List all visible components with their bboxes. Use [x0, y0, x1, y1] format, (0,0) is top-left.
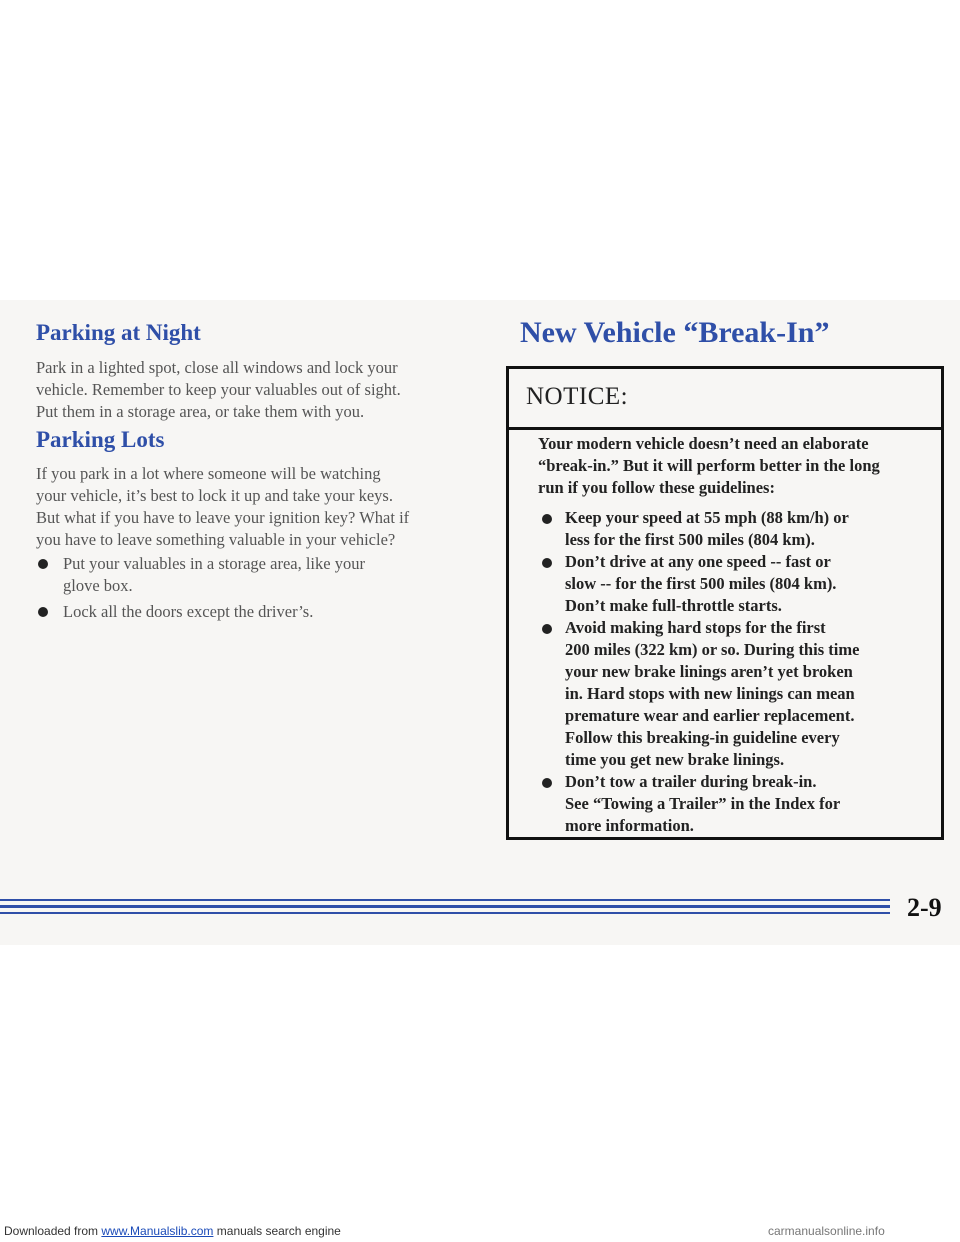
bullet-dot-icon — [542, 558, 552, 568]
paragraph-parking-at-night — [36, 357, 481, 423]
list-item — [63, 553, 365, 597]
list-item — [565, 551, 836, 617]
text-line: Your modern vehicle doesn’t need an elaborate — [538, 434, 869, 453]
download-banner — [0, 1222, 960, 1242]
text-line: Keep your speed at 55 mph (88 km/h) or — [565, 508, 849, 527]
notice-intro — [538, 433, 880, 499]
list-item — [565, 771, 840, 837]
text-line: See “Towing a Trailer” in the Index for — [565, 794, 841, 813]
banner-prefix: Downloaded from — [4, 1224, 102, 1238]
footer-rule — [0, 912, 890, 914]
text-line: Park in a lighted spot, close all windows and lock your — [36, 358, 398, 377]
paragraph-parking-lots — [36, 463, 481, 551]
text-line: Don’t make full-throttle starts. — [565, 596, 782, 615]
text-line: Avoid making hard stops for the first — [565, 618, 826, 637]
list-item — [565, 617, 859, 771]
text-line: your new brake linings aren’t yet broken — [565, 662, 853, 681]
text-line: Lock all the doors except the driver’s. — [63, 602, 314, 621]
text-line: If you park in a lot where someone will be watching — [36, 464, 381, 483]
bullet-dot-icon — [38, 607, 48, 617]
footer-rule — [0, 905, 890, 908]
text-line: Put them in a storage area, or take them with you. — [36, 402, 365, 421]
text-line: Put your valuables in a storage area, like your — [63, 554, 365, 573]
bullet-dot-icon — [542, 514, 552, 524]
banner-suffix: manuals search engine — [213, 1224, 341, 1238]
text-line: slow -- for the first 500 miles (804 km). — [565, 574, 837, 593]
text-line: your vehicle, it’s best to lock it up and take your keys. — [36, 486, 393, 505]
text-line: Don’t tow a trailer during break-in. — [565, 772, 817, 791]
text-line: 200 miles (322 km) or so. During this time — [565, 640, 860, 659]
heading-parking-lots: Parking Lots — [36, 427, 165, 452]
list-item — [63, 601, 313, 623]
footer-rule — [0, 899, 890, 901]
text-line: you have to leave something valuable in your vehicle? — [36, 530, 396, 549]
text-line: in. Hard stops with new linings can mean — [565, 684, 855, 703]
text-line: run if you follow these guidelines: — [538, 478, 775, 497]
notice-box — [506, 366, 944, 840]
heading-new-vehicle-break-in: New Vehicle “Break-In” — [520, 316, 830, 349]
watermark: carmanualsonline.info — [768, 1224, 885, 1238]
heading-parking-at-night: Parking at Night — [36, 320, 201, 345]
text-line: vehicle. Remember to keep your valuables out of sight. — [36, 380, 401, 399]
text-line: Follow this breaking-in guideline every — [565, 728, 840, 747]
bullet-dot-icon — [542, 778, 552, 788]
page-number: 2-9 — [907, 893, 942, 922]
text-line: premature wear and earlier replacement. — [565, 706, 855, 725]
notice-header — [509, 369, 941, 430]
text-line: less for the first 500 miles (804 km). — [565, 530, 815, 549]
bullet-dot-icon — [38, 559, 48, 569]
manualslib-link[interactable]: www.Manualslib.com — [101, 1224, 214, 1238]
text-line: glove box. — [63, 576, 133, 595]
text-line: Don’t drive at any one speed -- fast or — [565, 552, 831, 571]
text-line: But what if you have to leave your ignition key? What if — [36, 508, 410, 527]
text-line: time you get new brake linings. — [565, 750, 785, 769]
banner-source — [4, 1224, 341, 1238]
notice-title: NOTICE: — [526, 383, 629, 410]
text-line: more information. — [565, 816, 694, 835]
text-line: “break-in.” But it will perform better in the long — [538, 456, 880, 475]
list-item — [565, 507, 849, 551]
bullet-dot-icon — [542, 624, 552, 634]
